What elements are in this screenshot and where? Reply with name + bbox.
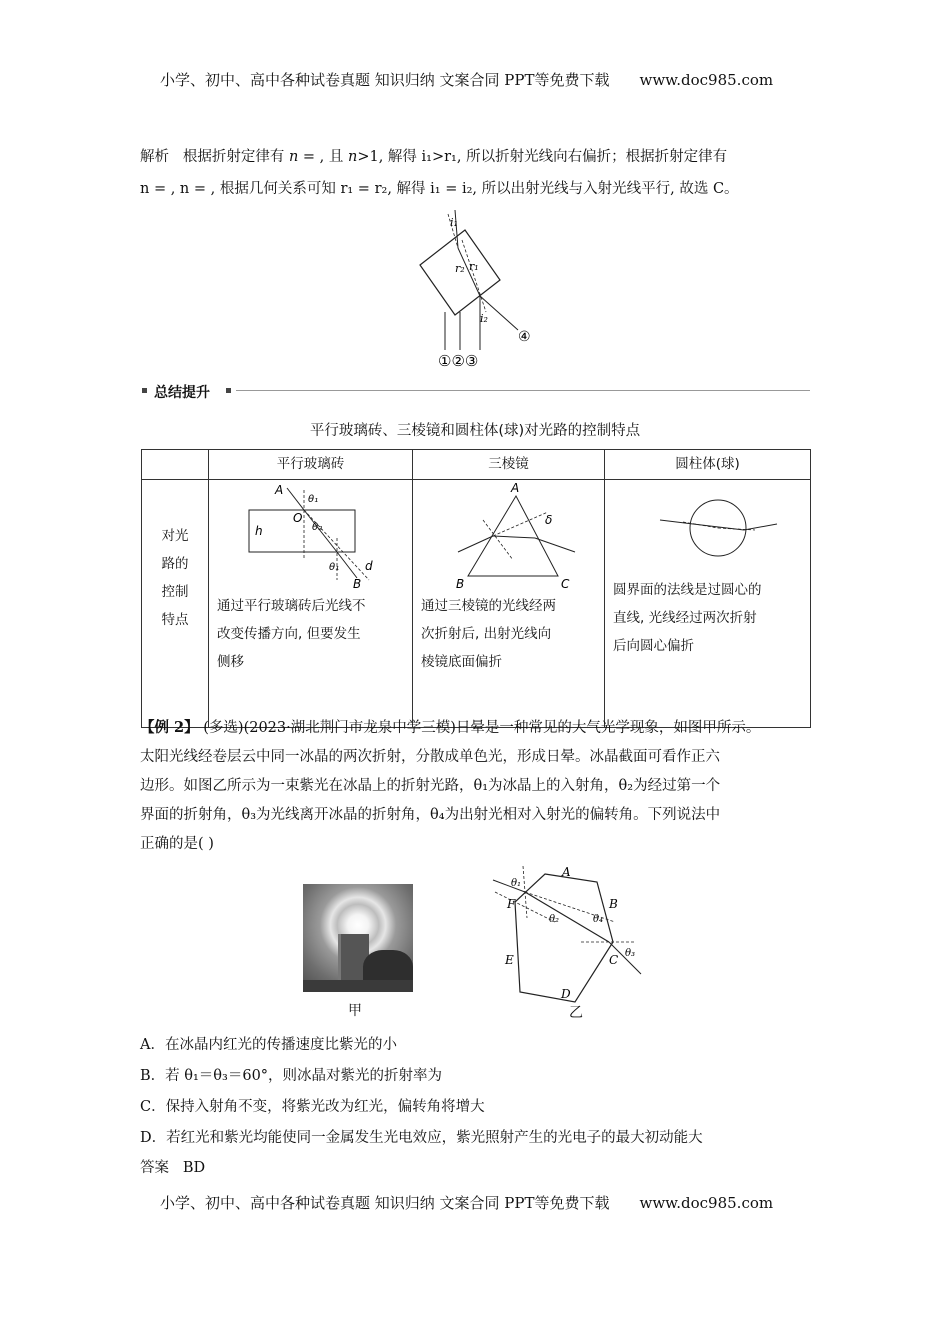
prism-cell xyxy=(413,480,605,728)
figure-yi-caption: 乙 xyxy=(569,1005,583,1021)
cylinder-diagram xyxy=(605,480,810,572)
prism-label-c: C xyxy=(561,577,570,591)
glass-label-h: h xyxy=(255,524,263,538)
hex-label-f: F xyxy=(507,897,516,911)
hex-label-c: C xyxy=(609,953,619,967)
footer-url[interactable]: www.doc985.com xyxy=(639,1194,774,1212)
hex-label-d: D xyxy=(561,987,571,1001)
answer-label: 答案 xyxy=(140,1160,169,1176)
figure-jia-caption: 甲 xyxy=(348,1003,362,1019)
table-header-prism: 三棱镜 xyxy=(413,450,605,480)
label-r2: r₂ xyxy=(455,262,465,275)
summary-section-header xyxy=(140,382,810,400)
figure-yi-hexagon xyxy=(485,862,655,1020)
figure-glass-block xyxy=(400,200,550,372)
normal-bottom xyxy=(462,240,486,312)
answer-line xyxy=(140,1156,205,1177)
glass-label-d: d xyxy=(365,559,373,573)
hexagon-shape xyxy=(515,874,613,1002)
summary-title: 总结提升 xyxy=(154,385,210,401)
option-a: A．在冰晶内红光的传播速度比紫光的小 xyxy=(140,1037,397,1053)
header-url[interactable]: www.doc985.com xyxy=(639,71,774,89)
glass-incident-ray xyxy=(287,488,304,510)
example-line-1: 【例 2】 (多选)(2023·湖北荆门市龙泉中学三模)日晕是一种常见的大气光学现象，如图甲所示。 xyxy=(140,719,761,736)
prism-emergent-ray xyxy=(535,538,575,552)
glass-cell xyxy=(209,480,413,728)
glass-diagram xyxy=(209,480,412,592)
summary-marker-right xyxy=(226,388,231,393)
prism-triangle xyxy=(468,496,558,576)
ground-strip xyxy=(303,980,413,992)
analysis-line-1: 解析 根据折射定律有 n = , 且 n>1, 解得 i₁>r₁, 所以折射光线向右偏折；根据折射定律有 xyxy=(140,149,728,165)
option-b: B．若 θ₁＝θ₃＝60°，则冰晶对紫光的折射率为 xyxy=(140,1068,443,1084)
prism-label-a: A xyxy=(511,481,520,495)
hex-label-t4: θ₄ xyxy=(593,914,604,925)
figure-jia-photo xyxy=(303,884,413,992)
example-tag: 【例 2】 xyxy=(140,719,199,736)
label-123: ①②③ xyxy=(438,352,479,370)
table-body-row xyxy=(142,480,811,728)
page-footer xyxy=(160,1192,773,1213)
prism-description: 通过三棱镜的光线经两 次折射后, 出射光线向 棱镜底面偏折 xyxy=(421,598,556,670)
cylinder-cell xyxy=(605,480,811,728)
example-line-3: 边形。如图乙所示为一束紫光在冰晶上的折射光路，θ₁为冰晶上的入射角，θ₂为经过第一个 xyxy=(140,778,721,794)
option-d: D．若红光和紫光均能使同一金属发生光电效应，紫光照射产生的光电子的最大初动能大 xyxy=(140,1130,703,1146)
label-r1: r₁ xyxy=(469,260,479,273)
cylinder-normal-left xyxy=(683,522,718,528)
glass-description: 通过平行玻璃砖后光线不 改变传播方向, 但要发生 侧移 xyxy=(217,598,366,670)
header-text: 小学、初中、高中各种试卷真题 知识归纳 文案合同 PPT等免费下载 xyxy=(160,71,610,89)
hex-label-t2: θ₂ xyxy=(549,914,560,925)
example-line-5: 正确的是( ) xyxy=(140,836,214,852)
glass-label-a: A xyxy=(275,483,284,497)
glass-label-t2: θ₂ xyxy=(312,522,323,533)
prism-inner-ray xyxy=(493,536,535,538)
hex-label-b: B xyxy=(609,897,618,911)
hex-label-e: E xyxy=(505,953,514,967)
table-header-empty xyxy=(142,450,209,480)
cylinder-description: 圆界面的法线是过圆心的 直线, 光线经过两次折射 后向圆心偏折 xyxy=(613,582,762,654)
prism-label-delta: δ xyxy=(545,513,553,527)
glass-label-t1: θ₁ xyxy=(308,494,319,505)
cylinder-incident-ray xyxy=(660,520,693,524)
label-4: ④ xyxy=(518,329,531,345)
comparison-table xyxy=(141,449,811,728)
glass-label-b: B xyxy=(353,577,362,591)
summary-marker-left xyxy=(142,388,147,393)
footer-text: 小学、初中、高中各种试卷真题 知识归纳 文案合同 PPT等免费下载 xyxy=(160,1194,610,1212)
summary-rule xyxy=(236,390,810,391)
example-line-2: 太阳光线经卷层云中同一冰晶的两次折射，分散成单色光，形成日晕。冰晶截面可看作正六 xyxy=(140,749,720,765)
example-paragraph xyxy=(140,713,820,859)
hex-label-t1: θ₁ xyxy=(511,878,522,889)
option-c: C．保持入射角不变，将紫光改为红光，偏转角将增大 xyxy=(140,1099,485,1115)
prism-label-b: B xyxy=(456,577,465,591)
prism-extension xyxy=(493,512,548,536)
label-i2: i₂ xyxy=(480,312,488,325)
hex-label-a: A xyxy=(562,865,571,879)
table-header-cylinder: 圆柱体(球) xyxy=(605,450,811,480)
prism-diagram xyxy=(413,480,604,592)
glass-label-o: O xyxy=(293,511,303,525)
cylinder-emergent-ray xyxy=(744,524,777,530)
row-header-cell: 对光 路的 控制 特点 xyxy=(142,480,209,728)
table-header-glass: 平行玻璃砖 xyxy=(209,450,413,480)
table-header-row xyxy=(142,450,811,480)
analysis-line-2: n = , n = , 根据几何关系可知 r₁ = r₂, 解得 i₁ = i₂, 所以出射光线与入射光线平行, 故选 C。 xyxy=(140,181,739,197)
page-header xyxy=(160,69,773,90)
label-i1: i₁ xyxy=(450,216,458,229)
table-title: 平行玻璃砖、三棱镜和圆柱体(球)对光路的控制特点 xyxy=(309,423,641,439)
hex-label-t3: θ₃ xyxy=(625,948,636,959)
glass-label-t1b: θ₁ xyxy=(329,562,340,573)
answer-value: BD xyxy=(182,1160,206,1176)
analysis-label: 解析 xyxy=(140,149,169,165)
example-line-4: 界面的折射角，θ₃为光线离开冰晶的折射角，θ₄为出射光相对入射光的偏转角。下列说法中 xyxy=(140,807,721,823)
